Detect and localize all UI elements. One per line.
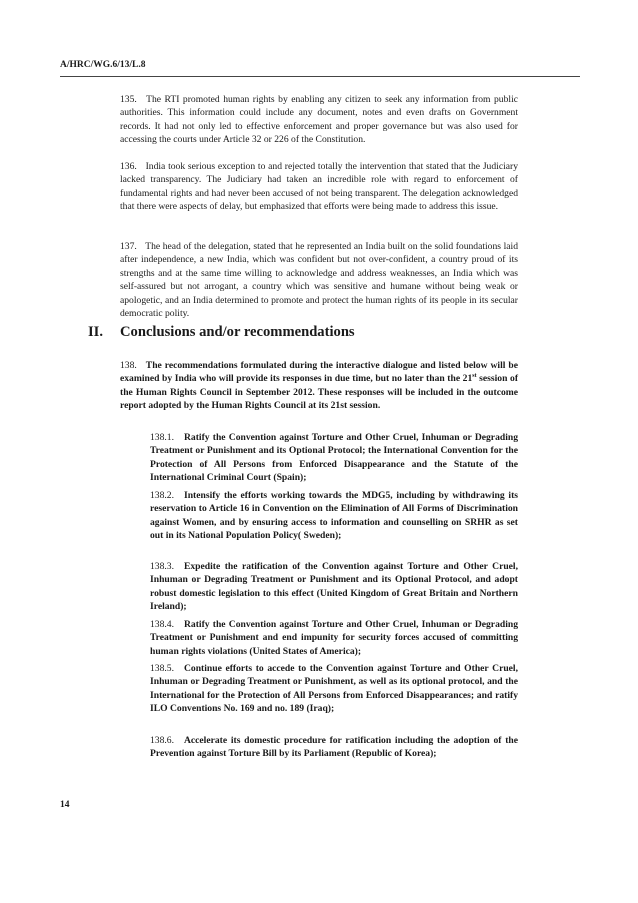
recommendation-138-3 <box>150 560 518 614</box>
recommendation-text: Intensify the efforts working towards the MDG5, including by withdrawing its reservation to Article 16 in Convention on the Elimination of All Forms of Discrimination against Women, and by ensuring access to information and counselling on SRHR as set out in its National Population Policy( Sweden); <box>150 490 518 542</box>
recommendation-number: 138.2. <box>150 490 174 501</box>
recommendation-number: 138.1. <box>150 432 174 443</box>
recommendation-text: Continue efforts to accede to the Convention against Torture and Other Cruel, Inhuman or Degrading Treatment or Punishment, as well as its optional protocol, and the International for the Protection of All Persons from Enforced Disappearances; and ratify ILO Conventions No. 169 and no. 189 (Iraq); <box>150 663 518 715</box>
header-divider <box>60 76 580 77</box>
recommendation-number: 138.4. <box>150 619 174 630</box>
paragraph-number: 137. <box>120 241 137 252</box>
paragraph-138 <box>120 359 518 413</box>
paragraph-text: India took serious exception to and rejected totally the intervention that stated that the Judiciary lacked transparency. The Judiciary had taken an incredible role with regard to enforcement of fundamental rights and had never been accused of not being transparent. The delegation acknowledged that there were aspects of delay, but emphasized that efforts were being made to address this issue. <box>120 161 518 213</box>
recommendation-number: 138.5. <box>150 663 174 674</box>
section-heading <box>88 324 355 341</box>
document-symbol: A/HRC/WG.6/13/L.8 <box>60 60 146 70</box>
recommendation-138-5 <box>150 662 518 716</box>
ordinal-suffix: st <box>472 373 477 380</box>
paragraph-135 <box>120 93 518 147</box>
recommendation-text: Expedite the ratification of the Convention against Torture and Other Cruel, Inhuman or Degrading Treatment or Punishment and its Optional Protocol, and adopt robust domestic legislation to this effect (United Kingdom of Great Britain and Northern Ireland); <box>150 561 518 613</box>
recommendation-138-1 <box>150 431 518 485</box>
paragraph-number: 138. <box>120 360 137 371</box>
paragraph-text: The RTI promoted human rights by enabling any citizen to seek any information from public authorities. This information could include any document, notes and even drafts on Government records. It had not only led to effective enforcement and proper governance but was also used for accessing the courts under Article 32 or 226 of the Constitution. <box>120 94 518 146</box>
recommendation-text: Ratify the Convention against Torture and Other Cruel, Inhuman or Degrading Treatment or Punishment and end impunity for security forces accused of committing human rights violations (United States of America); <box>150 619 518 657</box>
recommendation-number: 138.3. <box>150 561 174 572</box>
paragraph-number: 136. <box>120 161 137 172</box>
paragraph-137 <box>120 240 518 320</box>
recommendation-138-2 <box>150 489 518 543</box>
section-title: Conclusions and/or recommendations <box>120 324 355 340</box>
paragraph-136 <box>120 160 518 214</box>
recommendation-text: Accelerate its domestic procedure for ratification including the adoption of the Prevention against Torture Bill by its Parliament (Republic of Korea); <box>150 735 518 760</box>
paragraph-text: The head of the delegation, stated that he represented an India built on the solid foundations laid after independence, a new India, which was confident but not over-confident, a country proud of its strengths and at the same time willing to acknowledge and address weaknesses, an India which was self-assured but not arrogant, a country which was sensitive and humane without being weak or apologetic, and an India determined to promote and protect the human rights of its people in its secular democratic polity. <box>120 241 518 320</box>
paragraph-text <box>120 360 518 411</box>
section-number: II. <box>88 324 104 340</box>
paragraph-text-part-2: session of the Human Rights Council in September 2012. These responses will be included in the outcome report adopted by the Human Rights Council at its 21st session. <box>120 373 519 412</box>
recommendation-text: Ratify the Convention against Torture and Other Cruel, Inhuman or Degrading Treatment or Punishment and its Optional Protocol; the International Convention for the Protection of All Persons from Enforced Disappearance and the Statute of the International Criminal Court (Spain); <box>150 432 518 484</box>
recommendation-138-6 <box>150 734 518 761</box>
recommendation-number: 138.6. <box>150 735 174 746</box>
page-number: 14 <box>60 800 70 810</box>
paragraph-number: 135. <box>120 94 137 105</box>
paragraph-text-part-1: The recommendations formulated during the interactive dialogue and listed below will be examined by India who will provide its responses in due time, but no later than the 21 <box>120 360 518 385</box>
recommendation-138-4 <box>150 618 518 658</box>
